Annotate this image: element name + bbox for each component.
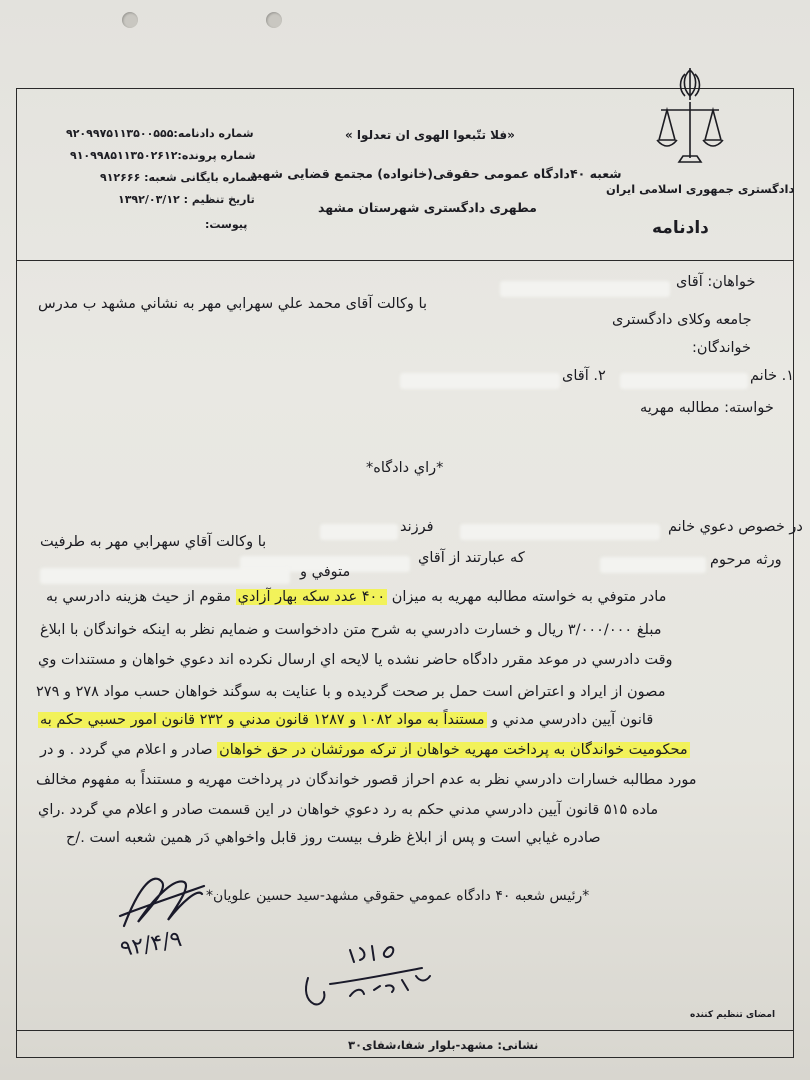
court-name-line2: مطهری دادگستری شهرستان مشهد (318, 200, 537, 215)
quran-verse: «فلا تتّبعوا الهوى ان تعدلوا » (345, 128, 515, 142)
redacted-name (320, 524, 398, 540)
verdict-para-line-3: وقت دادرسي در موعد مقرر دادگاه حاضر نشده يا لايحه اي ارسال نکرده اند دعوي خواهان و مستندات وي (38, 652, 673, 668)
doc-title: دادنامه (652, 218, 709, 238)
verdict-para-line-2: مبلغ ۳/۰۰۰/۰۰۰ ريال و خسارت دادرسي به شرح متن دادخواست و ضمايم نظر به اينکه خواندگان با ابلاغ (40, 622, 662, 638)
redacted-name (600, 557, 706, 573)
judge-signature-line: *رئيس شعبه ۴۰ دادگاه عمومي حقوقي مشهد-سيد حسين علويان* (206, 888, 590, 904)
redacted-name (460, 524, 660, 540)
file-number: شماره پرونده:۹۱۰۹۹۸۵۱۱۳۵۰۲۶۱۲ (70, 149, 256, 162)
redacted-name (500, 281, 670, 297)
highlighted-text: ۴۰۰ عدد سکه بهار آزادي (237, 589, 386, 605)
plaintiff-details: با وکالت آقای محمد علي سهرابي مهر به نشاني مشهد ب مدرس (38, 296, 428, 312)
verdict-line-2: با وکالت آقاي سهرابي مهر به طرفيت (40, 534, 267, 550)
highlighted-text: محکوميت خواندگان به پرداخت مهريه خواهان از ترکه مورثشان در حق خواهان (219, 742, 688, 758)
org-name: دادگستری جمهوری اسلامی ایران (606, 182, 795, 196)
redacted-name (400, 373, 560, 389)
verdict-line-1a: در خصوص دعوي خانم (668, 519, 803, 535)
footer-address: نشانی: مشهد-بلوار شفا،شفای۳۰ (348, 1038, 539, 1052)
verdict-para-line-9: صادره غيابي است و پس از ابلاغ ظرف بيست روز قابل واخواهي دَر همين شعبه است ./ح (66, 830, 601, 846)
verdict-line-4: متوفي و (300, 564, 351, 580)
handwritten-note (290, 938, 440, 1018)
verdict-para-line-7: مورد مطالبه خسارات دادرسي نظر به عدم احراز قصور خواندگان در پرداخت مهريه و مستنداً به مفهوم مخالف (36, 772, 697, 788)
verdict-title: *راي دادگاه* (366, 460, 444, 476)
defendant-2: ۲. آقای (562, 368, 606, 384)
iran-emblem-icon (655, 66, 725, 178)
case-number: شماره دادنامه:۹۲۰۹۹۷۵۱۱۳۵۰۰۵۵۵ (66, 127, 254, 140)
punch-hole (122, 12, 138, 28)
court-name-line1: شعبه ۴۰دادگاه عمومی حقوقی(خانواده) مجتمع قضایی شهید (250, 166, 622, 181)
verdict-line-1b: فرزند (400, 519, 434, 535)
preparer-signature-label: امضای تنظیم کننده (690, 1010, 776, 1020)
defendant-1: ۱. خانم (750, 368, 795, 384)
issue-date: تاریخ تنظیم : ۱۳۹۲/۰۳/۱۲ (118, 193, 255, 206)
verdict-para-line-5: قانون آيين دادرسي مدني و مستنداً به مواد ۱۰۸۲ و ۱۲۸۷ قانون مدني و ۲۳۲ قانون امور حسبي حکم به (40, 712, 654, 728)
redacted-name (40, 568, 290, 584)
redacted-name (620, 373, 748, 389)
archive-number: شماره بایگانی شعبه: ۹۱۲۶۶۶ (100, 171, 258, 184)
verdict-line-3a: ورثه مرحوم (710, 552, 782, 568)
highlighted-text: مستنداً به مواد ۱۰۸۲ و ۱۲۸۷ قانون مدني و ۲۳۲ قانون امور حسبي حکم به (40, 712, 485, 728)
verdict-para-line-6: محکوميت خواندگان به پرداخت مهريه خواهان از ترکه مورثشان در حق خواهان صادر و اعلام مي گردد . و در (40, 742, 688, 758)
plaintiff-label: خواهان: آقای (676, 274, 756, 290)
handwritten-date: ۹۲/۴/۹ (118, 926, 184, 963)
header-divider (16, 260, 794, 261)
verdict-para-line-8: ماده ۵۱۵ قانون آيين دادرسي مدني حکم به رد دعوي خواهان در اين قسمت صادر و اعلام مي گردد .راي (38, 802, 659, 818)
footer-divider (16, 1030, 794, 1031)
plaintiff-details-line2: جامعه وکلای دادگستری (612, 312, 752, 328)
request-label: خواسته: مطالبه مهریه (640, 400, 774, 416)
defendants-label: خواندگان: (692, 340, 751, 356)
punch-hole (266, 12, 282, 28)
attachment-label: پیوست: (205, 218, 248, 231)
verdict-para-line-1: مادر متوفي به خواسته مطالبه مهريه به ميزان ۴۰۰ عدد سکه بهار آزادي مقوم از حيث هزينه دادرسي به (46, 589, 667, 605)
verdict-line-3b: که عبارتند از آقاي (418, 550, 525, 566)
verdict-para-line-4: مصون از ايراد و اعتراض است حمل بر صحت گرديده و با عنايت به سوگند خواهان حسب مواد ۲۷۸ و ۲۷۹ (36, 684, 666, 700)
